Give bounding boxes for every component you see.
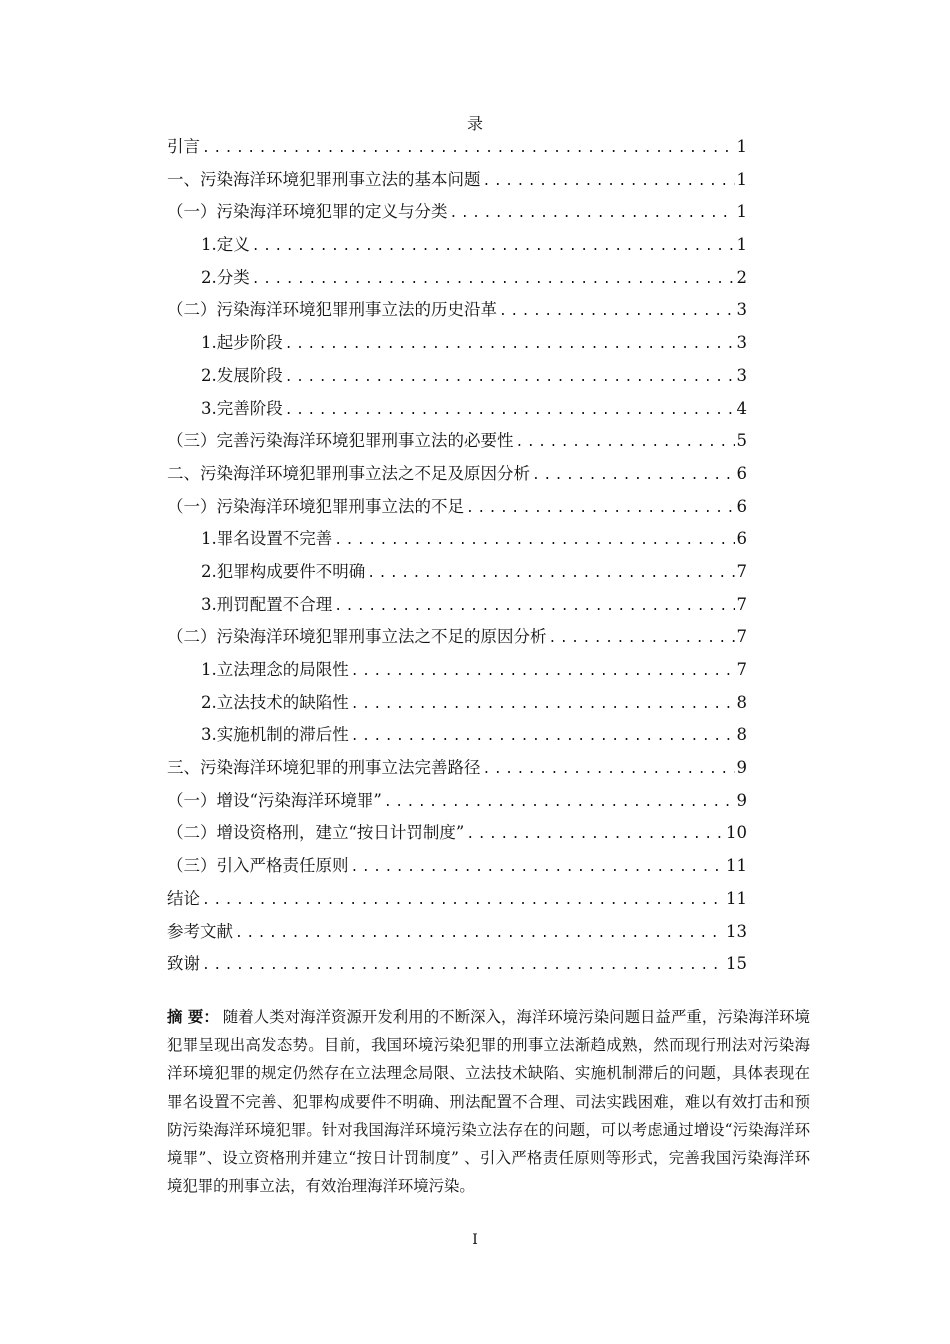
abstract-text: 随着人类对海洋资源开发利用的不断深入，海洋环境污染问题日益严重，污染海洋环境犯罪呈现出高发态势。目前，我国环境污染犯罪的刑事立法渐趋成熟，然而现行刑法对污染海洋环境犯罪的规定仍然存在立法理念局限、立法技术缺陷、实施机制滞后的问题，具体表现在罪名设置不完善、犯罪构成要件不明确、刑法配置不合理、司法实践困难，难以有效打击和预防污染海洋环境犯罪。针对我国海洋环境污染立法存在的问题，可以考虑通过增设“污染海洋环境罪”、设立资格刑并建立“按日计罚制度” 、引入严格责任原则等形式，完善我国污染海洋环境犯罪的刑事立法，有效治理海洋环境污染。	[167, 1008, 810, 1196]
toc-entry[interactable]	[167, 916, 747, 949]
toc-leader-dots	[351, 689, 735, 720]
toc-entry[interactable]	[167, 817, 747, 850]
toc-entry[interactable]	[167, 589, 747, 622]
toc-leader-dots	[549, 623, 735, 654]
toc-leader-dots	[285, 362, 735, 393]
toc-leader-dots	[384, 787, 735, 818]
toc-entry-label: 1.定义	[201, 235, 250, 255]
toc-entry-page: 7	[736, 627, 747, 647]
toc-entry-page: 11	[726, 856, 747, 876]
toc-entry-label: 2.犯罪构成要件不明确	[201, 561, 366, 581]
toc-entry-label: 1.罪名设置不完善	[201, 529, 333, 549]
toc-entry-label: 3.实施机制的滞后性	[201, 725, 349, 745]
toc-entry[interactable]	[167, 458, 747, 491]
toc-entry-page: 1	[736, 169, 747, 189]
toc-entry-label: 3.刑罚配置不合理	[201, 594, 333, 614]
toc-entry-label: 一、污染海洋环境犯罪刑事立法的基本问题	[167, 169, 481, 189]
toc-leader-dots	[202, 950, 724, 981]
toc-entry[interactable]	[167, 687, 747, 720]
toc-entry-label: 引言	[167, 137, 200, 156]
toc-entry-page: 13	[726, 921, 747, 941]
toc-entry[interactable]	[167, 196, 747, 229]
toc-entry-label: 三、污染海洋环境犯罪的刑事立法完善路径	[167, 758, 481, 778]
toc-entry-page: 8	[736, 692, 747, 712]
toc-entry[interactable]	[167, 883, 747, 916]
toc-entry-page: 3	[736, 300, 747, 320]
toc-entry-label: 二、污染海洋环境犯罪刑事立法之不足及原因分析	[167, 463, 530, 483]
toc-entry[interactable]	[167, 262, 747, 295]
toc-entry-page: 3	[736, 365, 747, 385]
toc-entry[interactable]	[167, 393, 747, 426]
toc-entry-label: （一）增设“污染海洋环境罪”	[167, 790, 382, 810]
toc-entry[interactable]	[167, 360, 747, 393]
toc-entry-page: 8	[736, 725, 747, 745]
toc-entry[interactable]	[167, 556, 747, 589]
toc-entry-label: 结论	[167, 888, 200, 908]
toc-leader-dots	[516, 427, 735, 458]
toc-entry[interactable]	[167, 327, 747, 360]
toc-entry-page: 9	[736, 790, 747, 810]
toc-entry[interactable]	[167, 425, 747, 458]
toc-entry[interactable]	[167, 294, 747, 327]
toc-entry-page: 5	[736, 431, 747, 451]
table-of-contents	[167, 131, 747, 981]
toc-leader-dots	[334, 591, 734, 622]
toc-entry-page: 6	[736, 496, 747, 516]
toc-leader-dots	[351, 852, 725, 883]
toc-title: 录	[466, 114, 483, 133]
toc-entry-label: （三）引入严格责任原则	[167, 856, 349, 876]
toc-entry-label: 致谢	[167, 954, 200, 974]
toc-entry-label: 2.分类	[201, 267, 250, 287]
toc-entry-page: 3	[736, 333, 747, 353]
toc-entry[interactable]	[167, 785, 747, 818]
toc-entry-page: 15	[726, 954, 747, 974]
toc-entry-label: 2.发展阶段	[201, 365, 283, 385]
toc-entry-label: 参考文献	[167, 921, 233, 941]
toc-leader-dots	[466, 493, 735, 524]
toc-leader-dots	[202, 133, 735, 164]
toc-leader-dots	[252, 264, 735, 295]
toc-entry-page: 6	[736, 529, 747, 549]
toc-entry[interactable]	[167, 164, 747, 197]
toc-leader-dots	[483, 166, 735, 197]
toc-leader-dots	[235, 918, 724, 949]
toc-entry[interactable]	[167, 654, 747, 687]
toc-leader-dots	[466, 819, 724, 850]
toc-entry-label: 2.立法技术的缺陷性	[201, 692, 349, 712]
toc-entry[interactable]	[167, 131, 747, 164]
toc-entry[interactable]	[167, 948, 747, 981]
toc-entry[interactable]	[167, 719, 747, 752]
toc-entry-label: 1.立法理念的局限性	[201, 660, 349, 679]
toc-entry-label: （二）污染海洋环境犯罪刑事立法的历史沿革	[167, 300, 497, 320]
toc-entry-page: 7	[736, 594, 747, 614]
toc-leader-dots	[532, 460, 735, 491]
toc-leader-dots	[285, 395, 735, 426]
toc-entry-page: 11	[726, 888, 747, 908]
toc-entry-page: 2	[736, 267, 747, 287]
page-number: I	[472, 1232, 478, 1248]
toc-entry-label: （三）完善污染海洋环境犯罪刑事立法的必要性	[167, 431, 514, 451]
toc-entry-label: （一）污染海洋环境犯罪刑事立法的不足	[167, 496, 464, 516]
toc-entry-page: 7	[736, 660, 747, 679]
toc-entry-page: 9	[736, 758, 747, 778]
toc-entry[interactable]	[167, 621, 747, 654]
toc-entry-label: （二）增设资格刑，建立“按日计罚制度”	[167, 823, 465, 843]
toc-leader-dots	[285, 329, 735, 360]
toc-entry[interactable]	[167, 752, 747, 785]
toc-entry-page: 1	[736, 235, 747, 255]
toc-leader-dots	[351, 721, 735, 752]
toc-entry-page: 4	[736, 398, 747, 418]
toc-leader-dots	[499, 296, 735, 327]
toc-entry-label: （一）污染海洋环境犯罪的定义与分类	[167, 202, 448, 222]
toc-entry-page: 6	[736, 463, 747, 483]
toc-leader-dots	[351, 656, 735, 687]
toc-leader-dots	[202, 885, 724, 916]
toc-leader-dots	[450, 198, 735, 229]
toc-entry-label: 1.起步阶段	[201, 333, 283, 353]
toc-leader-dots	[334, 525, 734, 556]
toc-entry[interactable]	[167, 850, 747, 883]
abstract-label: 摘 要：	[167, 1008, 219, 1026]
toc-entry[interactable]	[167, 229, 747, 262]
toc-entry[interactable]	[167, 523, 747, 556]
toc-entry-page: 1	[736, 202, 747, 222]
toc-leader-dots	[367, 558, 734, 589]
toc-entry-page: 1	[736, 137, 747, 156]
toc-entry[interactable]	[167, 491, 747, 524]
abstract-paragraph	[167, 1003, 810, 1200]
toc-entry-label: （二）污染海洋环境犯罪刑事立法之不足的原因分析	[167, 627, 547, 647]
toc-entry-label: 3.完善阶段	[201, 398, 283, 418]
toc-leader-dots	[483, 754, 735, 785]
toc-entry-page: 7	[736, 561, 747, 581]
toc-leader-dots	[252, 231, 735, 262]
toc-entry-page: 10	[726, 823, 747, 843]
